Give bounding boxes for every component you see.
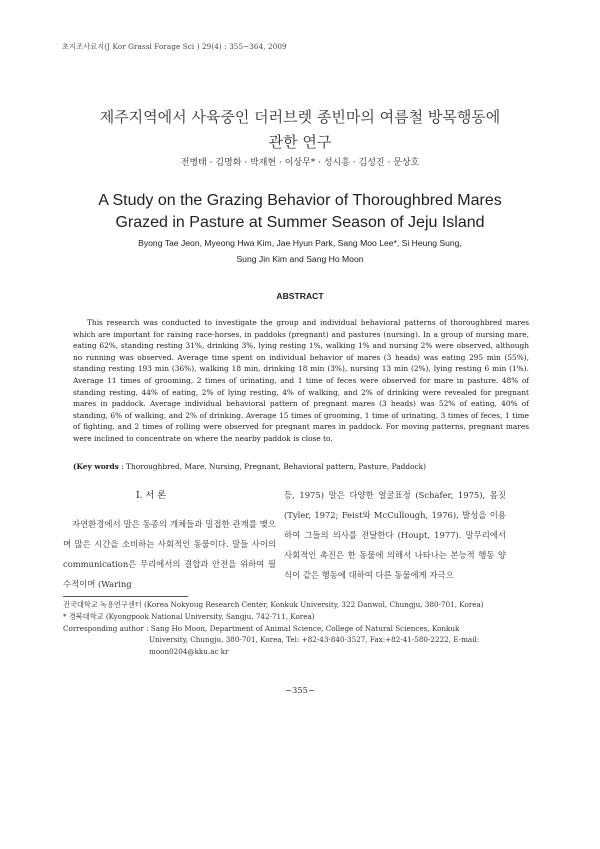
keywords-list: : Thoroughbred, Mare, Nursing, Pregnant, Behavioral pattern, Pasture, Paddock) <box>118 462 427 471</box>
footnote-corresponding-author: Corresponding author : Sang Ho Moon, Department of Animal Science, College of Natural Sciences, Konkuk <box>63 623 460 633</box>
keywords-label: (Key words <box>73 462 119 471</box>
body-right-column <box>284 485 506 585</box>
english-authors-line2: Sung Jin Kim and Sang Ho Moon <box>236 254 364 264</box>
footnote-affiliation-konkuk: 건국대학교 녹용연구센터 (Korea Nokyoug Research Center, Konkuk University, 322 Danwol, Chungju, 380-701, Korea) <box>63 600 484 609</box>
right-column-text: 등, 1975) 말은 다양한 얼굴표정 (Schafer, 1975), 몸짓 (Tyler, 1972; Feist와 McCullough, 1976), 발성을 이용하여 그들의 의사를 전달한다 (Houpt, 1977). 말무리에서 사회적인 촉진은 한 동물에 의해서 나타나는 본능적 행동 양식이 같은 행동에 대하여 다른 동물에게 자극으 <box>284 490 506 580</box>
footnote-affiliation-kyongpook: * 경북대학교 (Kyongpook National University, Sangju, 742-711, Korea) <box>63 611 315 621</box>
journal-citation: 초지조사료지(J Kor Grassl Forage Sci ) 29(4) : 355~364, 2009 <box>62 42 287 51</box>
left-column-text: 자연환경에서 말은 동종의 개체들과 밀접한 관계를 맺으며 많은 시간을 소비하는 사회적인 동물이다. 말들 사이의 communication은 무리에서의 결합과 안전을 위하여 필수적이며 (Waring <box>63 519 276 589</box>
page-number: −355− <box>284 685 316 695</box>
english-title-line2: Grazed in Pasture at Summer Season of Jeju Island <box>115 214 485 231</box>
english-title-line1: A Study on the Grazing Behavior of Thoroughbred Mares <box>98 192 502 209</box>
abstract-paragraph: This research was conducted to investigate the group and individual behavioral patterns of thoroughbred mares which are important for raising race-horses, in paddoks (pregnant) and pastures (nursing). In a group of nursing mare, eating 62%, standing resting 31%, drinking 3%, lying resting 1%, walking 1% and nursing 2% were observed, although no running was observed. Average time spent on individual behavior of mares (3 heads) was eating 295 min (55%), standing resting 193 min (36%), walking 18 min, drinking 18 min (3%), nursing 13 min (2%), lying resting 6 min (1%). Average 11 times of grooming, 2 times of urinating, and 1 time of feces were observed for mare in pasture. 48% of standing resting, 44% of eating, 2% of lying resting, 4% of walking, and 2% of drinking were revealed for pregnant mares in paddock. Average individual behavioral pattern of pregnant mares (3 heads) was 52% of eating, 40% of standing, 6% of walking, and 2% of drinking. Average 15 times of grooming, 1 time of urinating, 3 times of feces, 1 time of fighting, and 2 times of rolling were observed for pregnant mares in paddock. For moving patterns, pregnant mares were inclined to concentrate on where the nearby paddok is close to. <box>73 318 529 443</box>
footnote-email: moon0204@kku.ac kr <box>149 647 229 657</box>
korean-title-line2: 관한 연구 <box>268 133 332 151</box>
abstract-body <box>73 317 529 445</box>
korean-authors: 전병태 · 김명화 · 박재현 · 이상무* · 성시흥 · 김성진 · 문상호 <box>180 158 420 168</box>
body-left-column <box>63 514 276 594</box>
keywords <box>73 461 529 473</box>
korean-title-line1: 제주지역에서 사육중인 더러브렛 종빈마의 여름철 방목행동에 <box>99 108 501 126</box>
footnote-divider <box>63 596 188 597</box>
abstract-heading: ABSTRACT <box>276 291 324 301</box>
english-authors-line1: Byong Tae Jeon, Myeong Hwa Kim, Jae Hyun Park, Sang Moo Lee*, Si Heung Sung, <box>138 238 462 248</box>
section-heading-introduction: Ⅰ. 서 론 <box>136 490 167 501</box>
footnotes <box>63 599 509 658</box>
footnote-contact: University, Chungju, 380-701, Korea, Tel: +82-43-840-3527, Fax:+82-41-580-2222, E-mail: <box>149 635 480 645</box>
